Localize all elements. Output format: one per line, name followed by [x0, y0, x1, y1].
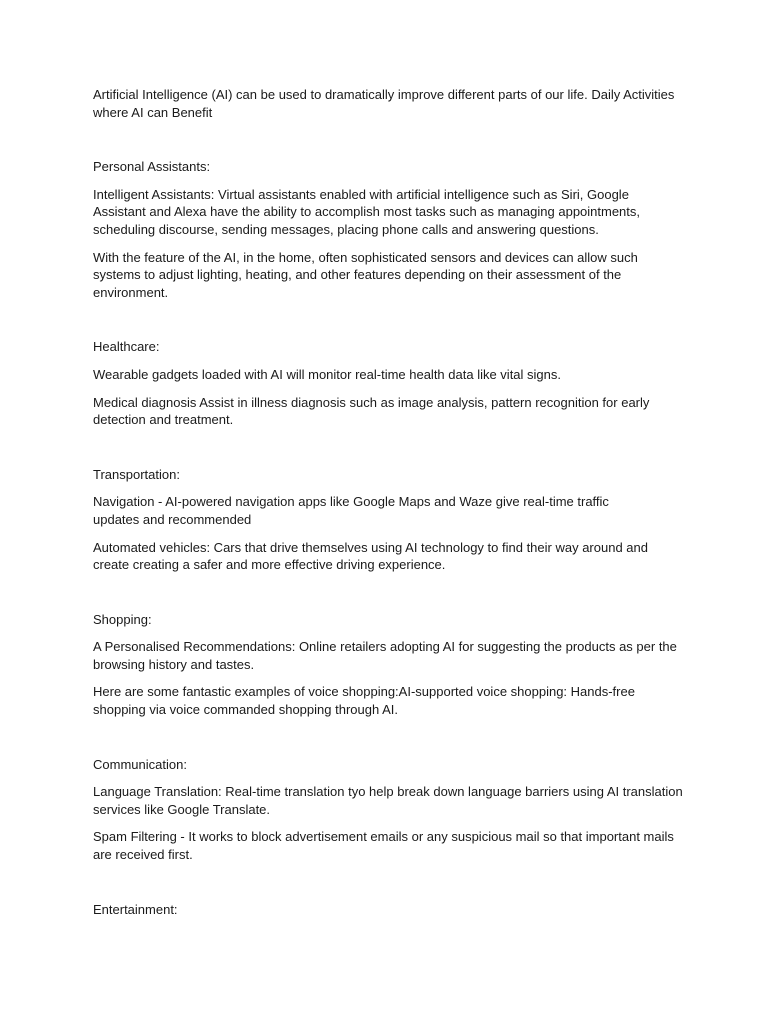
- section-communication: [93, 756, 683, 864]
- section-heading: Personal Assistants:: [93, 159, 211, 175]
- section-personal-assistants: [93, 158, 683, 301]
- section-healthcare: [93, 338, 683, 428]
- paragraph: Navigation - AI-powered navigation apps like Google Maps and Waze give real-time traffic updates and recommended: [93, 494, 609, 527]
- section-heading: Healthcare:: [93, 339, 160, 355]
- paragraph: Spam Filtering - It works to block advertisement emails or any suspicious mail so that important mails are received first.: [93, 829, 674, 863]
- paragraph: Medical diagnosis Assist in illness diagnosis such as image analysis, pattern recognition for early detection and treatment.: [93, 394, 650, 428]
- section-heading: Shopping:: [93, 611, 152, 627]
- section-heading: Transportation:: [93, 466, 180, 482]
- paragraph: Intelligent Assistants: Virtual assistants enabled with artificial intelligence such as Siri, Google Assistant and Alexa have the ability to accomplish most tasks such as managing appointments, scheduling discourse, sending messages, placing phone calls and answering questions.: [93, 186, 641, 237]
- section-shopping: [93, 611, 683, 719]
- section-heading: Communication:: [93, 756, 187, 772]
- section-transportation: [93, 466, 683, 574]
- paragraph: With the feature of the AI, in the home, often sophisticated sensors and devices can allow such systems to adjust lighting, heating, and other features depending on their assessment of the environment.: [93, 249, 638, 300]
- paragraph: Wearable gadgets loaded with AI will monitor real-time health data like vital signs.: [93, 366, 561, 382]
- paragraph: Automated vehicles: Cars that drive themselves using AI technology to find their way around and create creating a safer and more effective driving experience.: [93, 539, 648, 573]
- intro-paragraph: Artificial Intelligence (AI) can be used to dramatically improve different parts of our life. Daily Activities where AI can Benefit: [93, 87, 675, 120]
- paragraph: Here are some fantastic examples of voice shopping:AI-supported voice shopping: Hands-free shopping via voice commanded shopping through AI.: [93, 684, 635, 718]
- paragraph: Language Translation: Real-time translation tyo help break down language barriers using AI translation services like Google Translate.: [93, 784, 683, 817]
- section-heading: Entertainment:: [93, 901, 178, 917]
- document-body: [93, 86, 683, 955]
- paragraph: A Personalised Recommendations: Online retailers adopting AI for suggesting the products as per the browsing history and tastes.: [93, 639, 677, 672]
- section-entertainment: [93, 901, 683, 919]
